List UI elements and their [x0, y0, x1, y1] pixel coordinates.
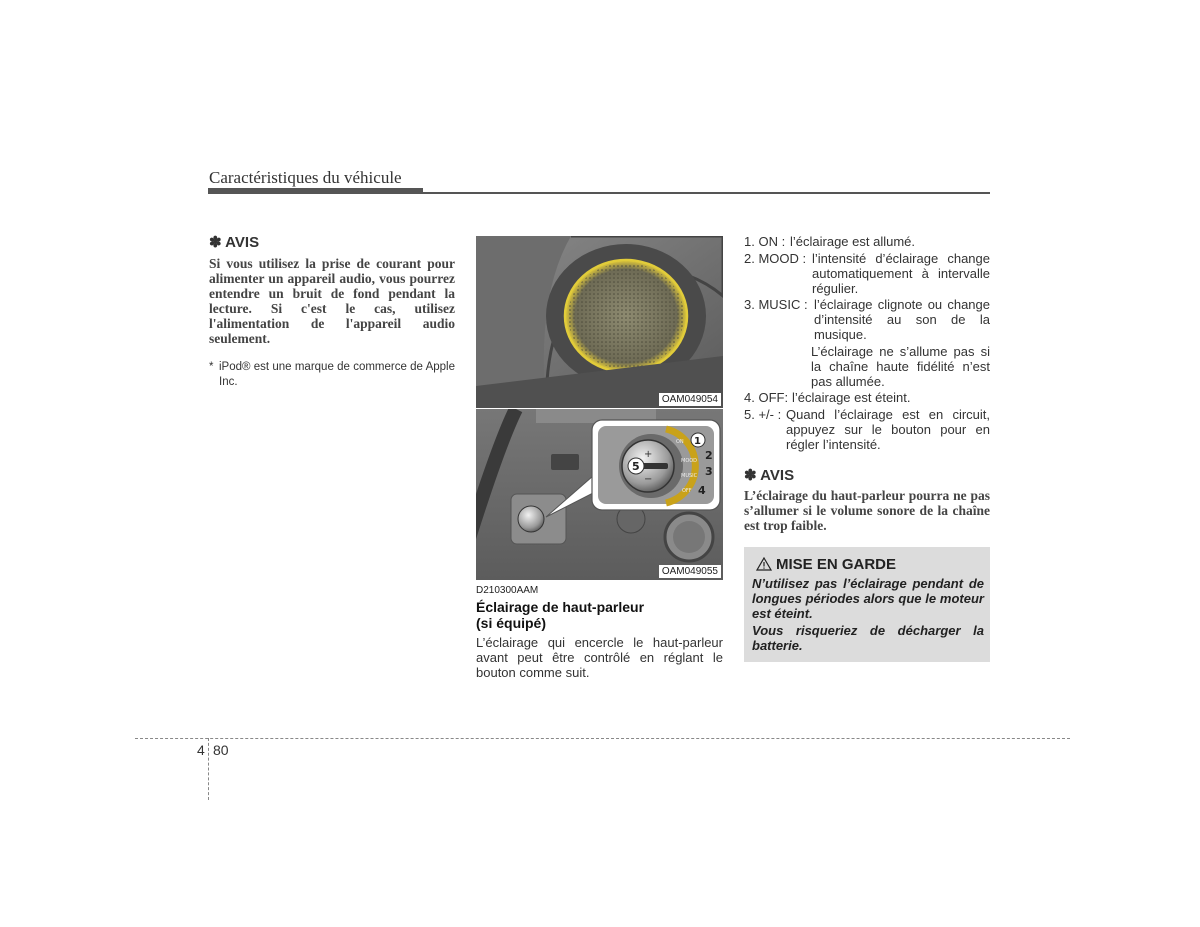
dial-label-mood: MOOD [681, 458, 698, 464]
mode-label: 1. ON : [744, 234, 786, 249]
warning-triangle-icon [756, 557, 772, 575]
avis-heading: ✽ AVIS [209, 234, 260, 251]
mode-text: l’éclairage est éteint. [792, 390, 911, 405]
dial-photo [476, 409, 723, 580]
figure-code: OAM049054 [659, 393, 721, 406]
list-item [744, 297, 990, 342]
mode-text: l’éclairage clignote ou change d’intensité au son de la musique. [814, 297, 990, 342]
mode-label: 5. +/- : [744, 407, 782, 422]
list-item [744, 390, 990, 405]
callout-number-4: 4 [698, 484, 706, 497]
footer-rule [135, 738, 1070, 739]
svg-text:+: + [644, 449, 653, 460]
warning-heading-text: MISE EN GARDE [776, 556, 897, 573]
mode-text: l’éclairage est allumé. [790, 234, 916, 249]
section-title [476, 599, 644, 631]
section-title-line2: (si équipé) [476, 615, 547, 631]
speaker-photo [476, 236, 723, 408]
list-item [744, 234, 990, 249]
callout-number-5: 5 [632, 460, 640, 473]
avis-body: L’éclairage du haut-parleur pourra ne pas s’allumer si le volume sonore de la chaîne est trop faible. [744, 488, 990, 533]
dial-label-on: ON [676, 439, 684, 445]
header-rule-thick [208, 188, 423, 194]
list-item [744, 251, 990, 296]
footnote-star: * [209, 361, 214, 373]
header-rule-thin [423, 192, 990, 194]
avis-heading: ✽ AVIS [744, 467, 795, 484]
callout-number-1: 1 [694, 436, 701, 447]
avis-body: Si vous utilisez la prise de courant pour alimenter un appareil audio, vous pourrez entendre un bruit de fond pendant la lecture. Si c'est le cas, utilisez l'alimentation de l'appareil audio seulement. [209, 256, 455, 346]
mode-note: L’éclairage ne s’allume pas si la chaîne haute fidélité n’est pas allumée. [811, 344, 990, 389]
warning-text: Vous risqueriez de décharger la batterie. [752, 623, 984, 653]
section-title-line1: Éclairage de haut-parleur [476, 599, 645, 615]
warning-heading [756, 556, 896, 575]
dial-label-off: OFF [682, 488, 692, 494]
chapter-number: 4 [197, 742, 205, 758]
section-body: L’éclairage qui encercle le haut-parleur avant peut être contrôlé en réglant le bouton comme suit. [476, 635, 723, 680]
figure-code: OAM049055 [659, 565, 721, 578]
footer-divider [208, 738, 209, 800]
running-header: Caractéristiques du véhicule [209, 168, 402, 187]
mode-label: 3. MUSIC : [744, 297, 808, 312]
list-item [744, 344, 990, 389]
footnote [209, 360, 455, 390]
warning-text: N’utilisez pas l’éclairage pendant de longues périodes alors que le moteur est éteint. [752, 576, 984, 621]
footnote-text: iPod® est une marque de commerce de Apple Inc. [219, 361, 455, 388]
mode-text: l’intensité d’éclairage change automatiquement à intervalle régulier. [812, 251, 990, 296]
list-item [744, 407, 990, 452]
section-code: D210300AAM [476, 585, 539, 596]
callout-number-2: 2 [705, 449, 713, 462]
page-number: 80 [213, 742, 229, 758]
dial-illustration [476, 409, 723, 580]
speaker-illustration [476, 236, 723, 408]
svg-text:−: − [644, 474, 653, 485]
warning-box [744, 547, 990, 662]
callout-number-3: 3 [705, 465, 713, 478]
dial-label-music: MUSIC [681, 473, 698, 479]
mode-label: 2. MOOD : [744, 251, 807, 266]
mode-label: 4. OFF: [744, 390, 789, 405]
mode-text: Quand l’éclairage est en circuit, appuyez sur le bouton pour en régler l’intensité. [786, 407, 990, 452]
